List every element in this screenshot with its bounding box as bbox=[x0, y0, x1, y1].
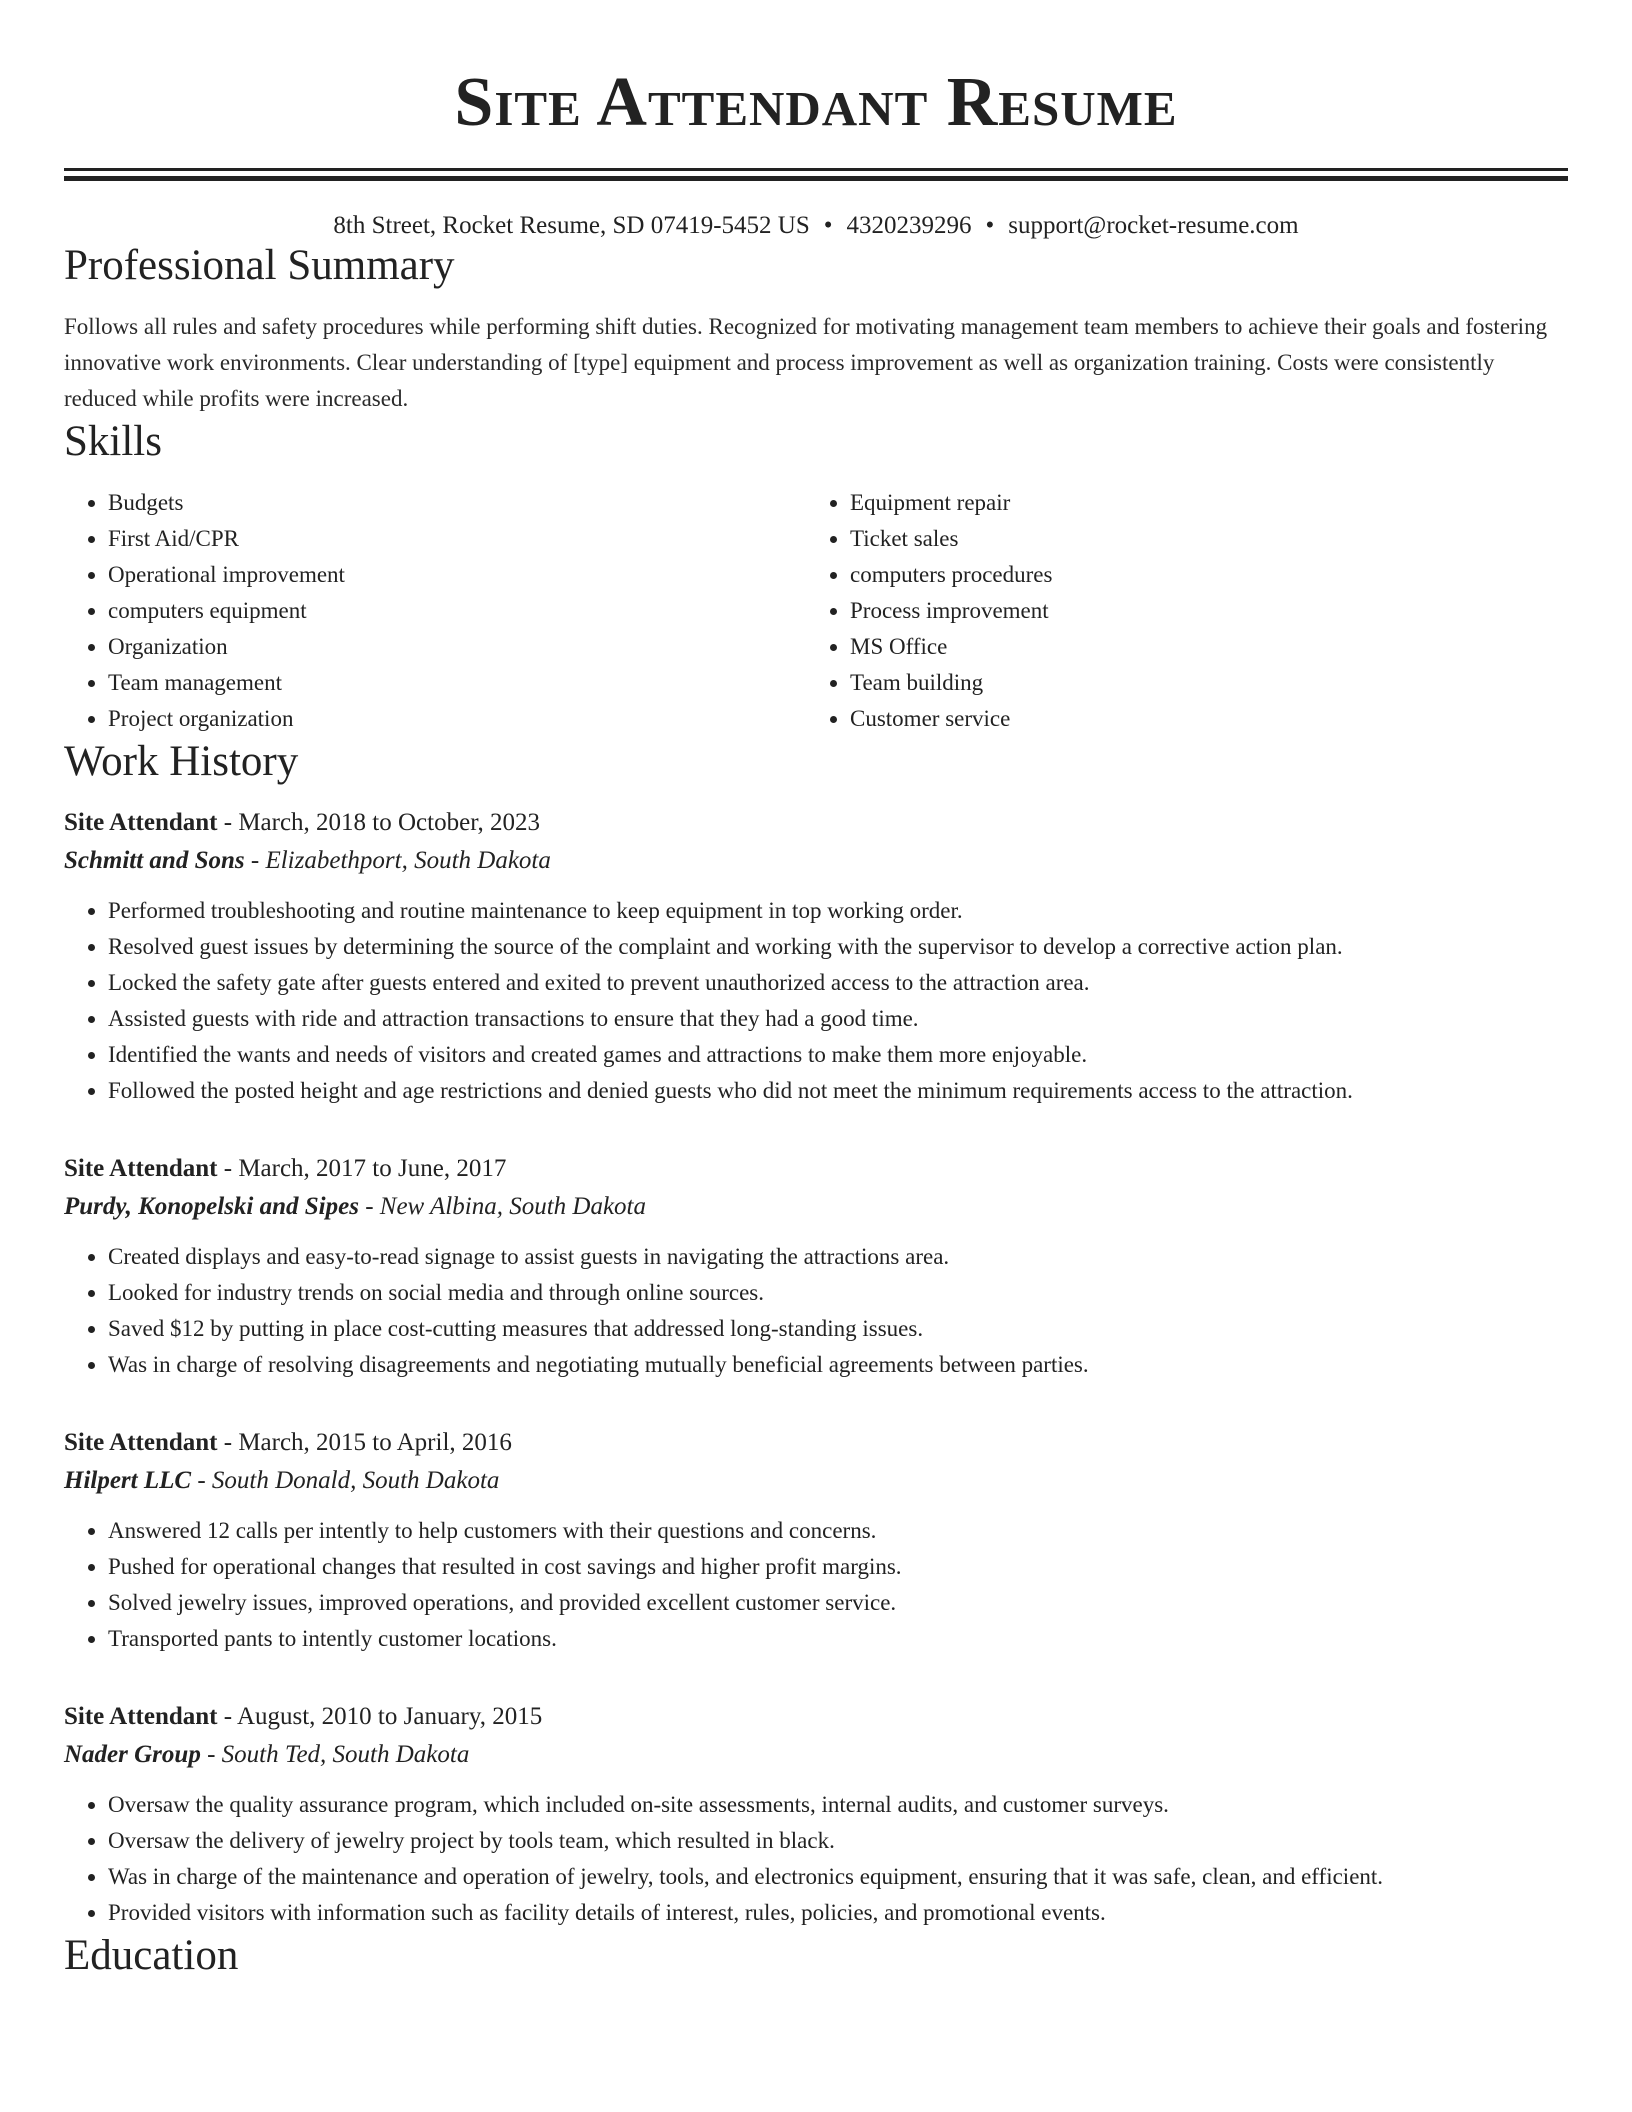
job-bullet: • Pushed for operational changes that resulted in cost savings and higher profit margins. bbox=[108, 1549, 1568, 1585]
skills-heading: Skills bbox=[64, 418, 162, 465]
skill-item: • Equipment repair bbox=[850, 485, 1548, 521]
job-bullet: • Assisted guests with ride and attraction transactions to ensure that they had a good time. bbox=[108, 1001, 1568, 1037]
job-bullet: • Locked the safety gate after guests entered and exited to prevent unauthorized access to the attraction area. bbox=[108, 965, 1568, 1001]
contact-email: support@rocket-resume.com bbox=[1008, 212, 1299, 239]
contact-line bbox=[64, 211, 1568, 241]
job-title: Site Attendant bbox=[64, 809, 218, 836]
education-heading: Education bbox=[64, 1932, 239, 1979]
job-bullet: • Performed troubleshooting and routine maintenance to keep equipment in top working order. bbox=[108, 893, 1568, 929]
company-name: Nader Group bbox=[64, 1741, 201, 1768]
title-divider bbox=[64, 168, 1568, 171]
skill-item: • Ticket sales bbox=[850, 521, 1548, 557]
work-history-heading: Work History bbox=[64, 738, 299, 785]
company-dash: - bbox=[244, 847, 266, 874]
company-name: Hilpert LLC bbox=[64, 1467, 192, 1494]
skill-item: • Operational improvement bbox=[108, 557, 806, 593]
company-dash: - bbox=[358, 1193, 380, 1220]
company-location: New Albina, South Dakota bbox=[379, 1193, 646, 1220]
summary-text: Follows all rules and safety procedures while performing shift duties. Recognized for motivating management team members to achieve their goals and fostering innovative work environments. Clear understanding of [type] equipment and process improvement as well as organization training. Costs were consistently reduced while profits were increased. bbox=[64, 314, 1548, 411]
company-line bbox=[64, 1187, 1568, 1227]
job-dash: - bbox=[217, 809, 239, 836]
company-location: South Ted, South Dakota bbox=[221, 1741, 470, 1768]
job-title: Site Attendant bbox=[64, 1429, 218, 1456]
job-dates: March, 2015 to April, 2016 bbox=[238, 1429, 512, 1456]
company-name: Schmitt and Sons bbox=[64, 847, 245, 874]
job-bullet: • Was in charge of the maintenance and operation of jewelry, tools, and electronics equipment, ensuring that it was safe, clean, and efficient. bbox=[108, 1859, 1568, 1895]
job-entry bbox=[64, 1151, 1568, 1383]
skill-item: • Organization bbox=[108, 629, 806, 665]
contact-phone: 4320239296 bbox=[846, 212, 972, 239]
job-bullets bbox=[64, 1239, 1568, 1383]
company-location: South Donald, South Dakota bbox=[211, 1467, 500, 1494]
job-title-line bbox=[64, 1151, 1568, 1187]
skill-item: • Process improvement bbox=[850, 593, 1548, 629]
job-dash: - bbox=[217, 1429, 239, 1456]
job-bullet: • Oversaw the delivery of jewelry project by tools team, which resulted in black. bbox=[108, 1823, 1568, 1859]
job-bullet: • Saved $12 by putting in place cost-cutting measures that addressed long-standing issues. bbox=[108, 1311, 1568, 1347]
job-bullets bbox=[64, 893, 1568, 1109]
skill-item: • Team building bbox=[850, 665, 1548, 701]
job-title: Site Attendant bbox=[64, 1703, 218, 1730]
contact-separator: • bbox=[985, 212, 995, 239]
job-bullet: • Followed the posted height and age restrictions and denied guests who did not meet the minimum requirements access to the attraction. bbox=[108, 1073, 1568, 1109]
job-title-line bbox=[64, 1699, 1568, 1735]
company-name: Purdy, Konopelski and Sipes bbox=[64, 1193, 359, 1220]
job-dash: - bbox=[217, 1703, 237, 1730]
skill-item: • First Aid/CPR bbox=[108, 521, 806, 557]
skill-item: • Team management bbox=[108, 665, 806, 701]
contact-address: 8th Street, Rocket Resume, SD 07419-5452 US bbox=[333, 212, 810, 239]
resume-page bbox=[64, 0, 1568, 1981]
company-line bbox=[64, 1735, 1568, 1775]
skill-item: • computers equipment bbox=[108, 593, 806, 629]
job-bullet: • Answered 12 calls per intently to help customers with their questions and concerns. bbox=[108, 1513, 1568, 1549]
summary-heading: Professional Summary bbox=[64, 242, 455, 289]
job-title-line bbox=[64, 805, 1568, 841]
company-dash: - bbox=[200, 1741, 222, 1768]
job-dash: - bbox=[217, 1155, 239, 1182]
job-bullet: • Created displays and easy-to-read signage to assist guests in navigating the attractions area. bbox=[108, 1239, 1568, 1275]
skill-item: • MS Office bbox=[850, 629, 1548, 665]
job-bullet: • Looked for industry trends on social media and through online sources. bbox=[108, 1275, 1568, 1311]
job-bullet: • Solved jewelry issues, improved operations, and provided excellent customer service. bbox=[108, 1585, 1568, 1621]
company-dash: - bbox=[191, 1467, 212, 1494]
job-dates: March, 2017 to June, 2017 bbox=[238, 1155, 507, 1182]
job-bullet: • Was in charge of resolving disagreements and negotiating mutually beneficial agreements between parties. bbox=[108, 1347, 1568, 1383]
job-title-line bbox=[64, 1425, 1568, 1461]
skills-list bbox=[64, 485, 1568, 737]
job-dates: March, 2018 to October, 2023 bbox=[238, 809, 541, 836]
skills-column-right bbox=[806, 485, 1548, 737]
job-bullets bbox=[64, 1513, 1568, 1657]
job-dates: August, 2010 to January, 2015 bbox=[236, 1703, 543, 1730]
job-bullet: • Provided visitors with information such as facility details of interest, rules, policies, and promotional events. bbox=[108, 1895, 1568, 1931]
skills-column-left bbox=[64, 485, 806, 737]
job-entry bbox=[64, 1699, 1568, 1931]
skill-item: • Customer service bbox=[850, 701, 1548, 737]
job-bullet: • Oversaw the quality assurance program, which included on-site assessments, internal audits, and customer surveys. bbox=[108, 1787, 1568, 1823]
resume-title: Site Attendant Resume bbox=[454, 64, 1178, 141]
job-title: Site Attendant bbox=[64, 1155, 218, 1182]
company-line bbox=[64, 841, 1568, 881]
company-location: Elizabethport, South Dakota bbox=[265, 847, 551, 874]
job-bullet: • Identified the wants and needs of visitors and created games and attractions to make them more enjoyable. bbox=[108, 1037, 1568, 1073]
skill-item: • Project organization bbox=[108, 701, 806, 737]
skill-item: • Budgets bbox=[108, 485, 806, 521]
job-bullets bbox=[64, 1787, 1568, 1931]
contact-separator: • bbox=[823, 212, 833, 239]
job-bullet: • Transported pants to intently customer locations. bbox=[108, 1621, 1568, 1657]
company-line bbox=[64, 1461, 1568, 1501]
job-entry bbox=[64, 805, 1568, 1109]
job-entry bbox=[64, 1425, 1568, 1657]
skill-item: • computers procedures bbox=[850, 557, 1548, 593]
job-bullet: • Resolved guest issues by determining the source of the complaint and working with the supervisor to develop a corrective action plan. bbox=[108, 929, 1568, 965]
